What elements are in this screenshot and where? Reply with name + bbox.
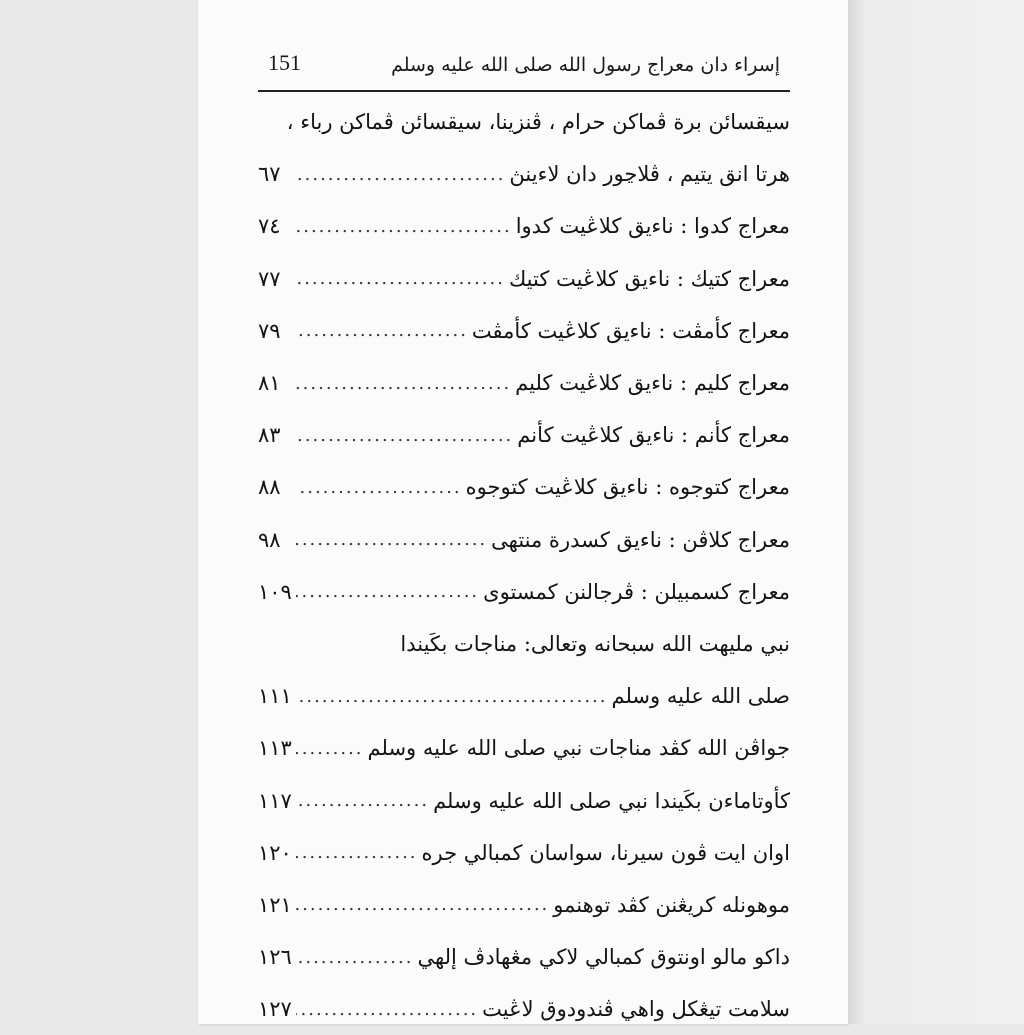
dot-leader	[296, 686, 608, 707]
dot-leader	[296, 947, 413, 968]
toc-entry-title: معراج كتوجوه : ناءيق كلاڠيت كتوجوه	[465, 475, 790, 500]
toc-page-number: ١١٧	[258, 788, 292, 813]
toc-entry-title: داكو مالو اونتوق كمبالي لاكي مڠهادڤ إلهي	[417, 945, 790, 970]
dot-leader	[296, 529, 487, 550]
dot-leader	[296, 477, 462, 498]
toc-page-number: ١٢٦	[258, 945, 292, 970]
toc-entry	[258, 618, 790, 670]
toc-entry	[258, 148, 790, 200]
toc-entry	[258, 253, 790, 305]
toc-page-number: ٩٨	[258, 527, 281, 552]
toc-entry	[258, 566, 790, 618]
toc-entry	[258, 774, 790, 826]
toc-page-number: ١٠٩	[258, 579, 292, 604]
toc-page-number: ٧٧	[258, 266, 281, 291]
toc-entry-title: معراج كليم : ناءيق كلاڠيت كليم	[515, 371, 790, 396]
toc-entry-title: سيقسائن برة ڤماكن حرام ، ڤنزينا، سيقسائن ڤماكن رباء ،	[286, 110, 790, 135]
toc-entry	[258, 931, 790, 983]
toc-page-number: ١١١	[258, 684, 292, 709]
toc-entry-title: نبي مليهت الله سبحانه وتعالى: مناجات بكَيندا	[400, 631, 790, 656]
toc-entry-title: معراج كدوا : ناءيق كلاڠيت كدوا	[515, 214, 790, 239]
running-title: إسراء دان معراج رسول الله صلى الله عليه وسلم	[391, 54, 780, 76]
page-header	[256, 48, 790, 88]
toc-entry	[258, 670, 790, 722]
toc-entry-title: معراج كلاڤن : ناءيق كسدرة منتهى	[491, 527, 790, 552]
toc-page-number: ٧٩	[258, 318, 281, 343]
toc-entry-title: اوان ايت ڤون سيرنا، سواسان كمبالي جره	[421, 840, 790, 865]
toc-page-number: ١٢٧	[258, 997, 292, 1022]
dot-leader	[296, 164, 505, 185]
toc-page-number: ٨٣	[258, 423, 281, 448]
page-number: 151	[268, 50, 301, 75]
toc-entry	[258, 305, 790, 357]
dot-leader	[296, 425, 513, 446]
page-edge-shadow	[848, 0, 1024, 1024]
toc-entry-title: معراج كأنم : ناءيق كلاڠيت كأنم	[517, 423, 790, 448]
toc-page-number: ٨١	[258, 371, 281, 396]
book-page	[198, 0, 848, 1024]
dot-leader	[296, 268, 505, 289]
toc-entry-title: جواڤن الله كڤد مناجات نبي صلى الله عليه وسلم	[367, 736, 790, 761]
dot-leader	[296, 738, 364, 759]
dot-leader	[296, 581, 479, 602]
dot-leader	[296, 790, 429, 811]
toc-page-number: ٦٧	[258, 162, 281, 187]
dot-leader	[296, 373, 511, 394]
toc-entry-title: معراج كتيك : ناءيق كلاڠيت كتيك	[508, 266, 790, 291]
toc-entry	[258, 514, 790, 566]
toc-page-number: ١١٣	[258, 736, 292, 761]
dot-leader	[296, 842, 418, 863]
dot-leader	[296, 320, 468, 341]
toc-entry-title: صلى الله عليه وسلم	[611, 684, 790, 709]
toc-entry	[258, 879, 790, 931]
toc-entry-title: سلامت تيڠكل واهي ڤندودوق لاڠيت	[482, 997, 790, 1022]
toc-entry	[258, 461, 790, 513]
toc-entry-title: كأوتاماءن بكَيندا نبي صلى الله عليه وسلم	[433, 788, 790, 813]
toc-page-number: ١٢١	[258, 892, 292, 917]
toc-page-number: ٧٤	[258, 214, 281, 239]
toc-page-number: ٨٨	[258, 475, 281, 500]
toc-entry-title: معراج كسمبيلن : ڤرجالنن كمستوى	[483, 579, 790, 604]
toc-entry	[258, 200, 790, 252]
toc-entry	[258, 983, 790, 1035]
dot-leader	[296, 999, 478, 1020]
toc-entry	[258, 722, 790, 774]
toc-page-number: ١٢٠	[258, 840, 292, 865]
toc-entry-title: هرتا انق يتيم ، ڤلاڃور دان لاءينڽ	[509, 162, 790, 187]
header-rule	[258, 90, 790, 92]
toc-entry-title: موهونله كريڠنن كڤد توهنمو	[553, 892, 790, 917]
toc-entry	[258, 96, 790, 148]
table-of-contents	[258, 96, 790, 1035]
toc-entry	[258, 409, 790, 461]
dot-leader	[296, 216, 512, 237]
toc-entry-title: معراج كأمڤت : ناءيق كلاڠيت كأمڤت	[471, 318, 790, 343]
toc-entry	[258, 827, 790, 879]
dot-leader	[296, 894, 549, 915]
toc-entry	[258, 357, 790, 409]
